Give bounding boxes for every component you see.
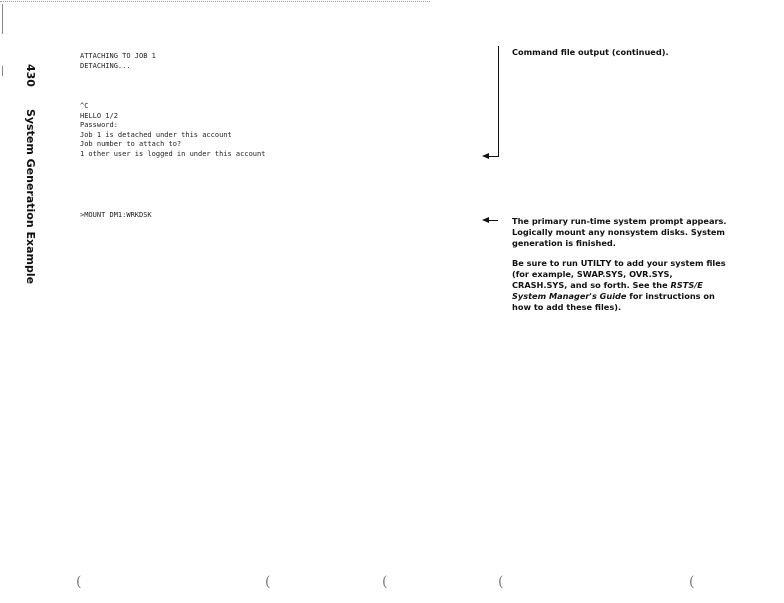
binding-hole-mark: ( (498, 574, 504, 590)
scan-top-rule (0, 1, 430, 2)
console-output-block-2 (80, 102, 265, 159)
page-section-title: System Generation Example (24, 108, 37, 285)
left-arrow-icon (482, 217, 489, 223)
console-line: ^C (80, 102, 89, 110)
binding-hole-mark: ( (382, 574, 388, 590)
annotation-utility-text: Be sure to run UTILTY to add your system files (for example, SWAP.SYS, OVR.SYS, CRASH.SYS, and so forth. See the (512, 258, 726, 290)
manual-title: RSTS/E System Manager's Guide (512, 280, 703, 301)
console-line: HELLO 1/2 (80, 111, 118, 120)
console-line: DETACHING... (80, 61, 131, 70)
annotation-prompt: The primary run-time system prompt appears. Logically mount any nonsystem disks. System generation is finished. (512, 216, 727, 248)
annotation-continued: Command file output (continued). (512, 47, 669, 57)
console-line: Password: (80, 121, 118, 129)
console-line: 1 other user is logged in under this account (80, 149, 266, 158)
scan-edge-mark (2, 4, 3, 34)
left-arrow-icon (482, 153, 489, 159)
page-side-header (24, 64, 37, 284)
console-line: Job number to attach to? (80, 140, 182, 148)
console-line: Job 1 is detached under this account (80, 130, 232, 139)
console-output-block-1 (80, 52, 156, 71)
annotation-utility-text: for instructions on how to add these files). (512, 291, 715, 312)
scan-edge-mark (2, 66, 3, 76)
console-output-block-3 (80, 211, 152, 221)
annotation-utility (512, 258, 727, 313)
continuation-bracket (498, 46, 499, 156)
binding-hole-mark: ( (76, 574, 82, 590)
console-line: >MOUNT DM1:WRKDSK (80, 211, 152, 219)
console-line: ATTACHING TO JOB 1 (80, 52, 156, 60)
binding-hole-mark: ( (265, 574, 271, 590)
binding-hole-mark: ( (689, 574, 695, 590)
page-number: 430 (24, 64, 37, 87)
